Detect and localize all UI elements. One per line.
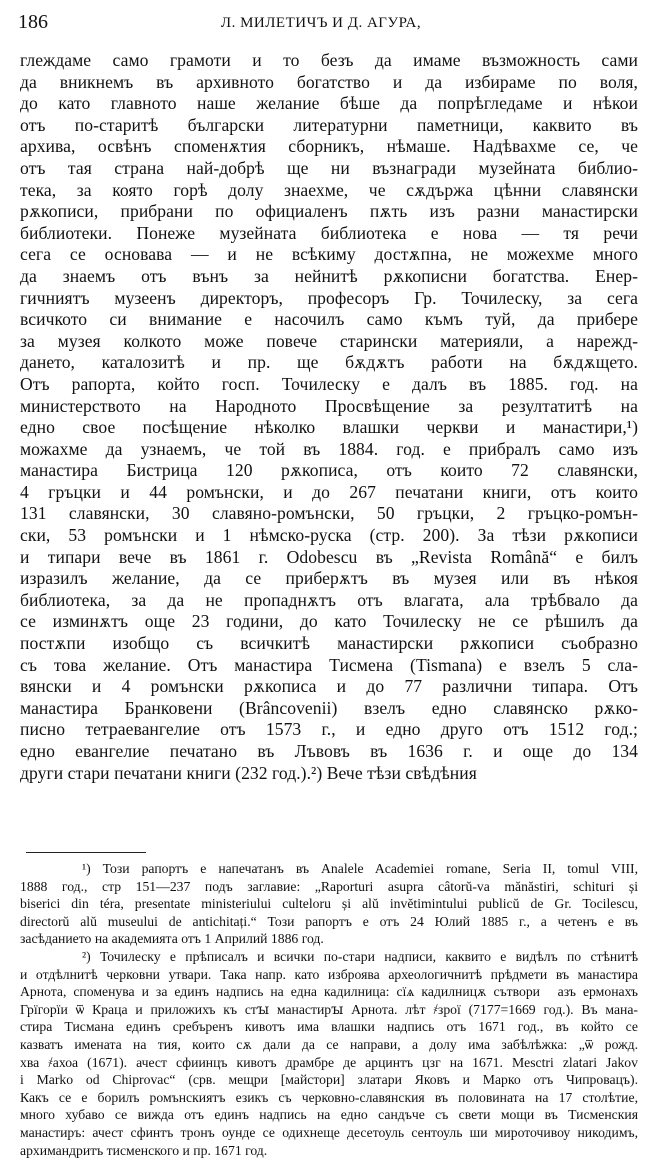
text-line: библиотеки. Понеже музейната библиотека е нова — тя речи: [20, 223, 638, 245]
page-number: 186: [18, 10, 48, 34]
text-line: гичниятъ музеенъ директоръ, професоръ Гр. Точилеску, за сега: [20, 288, 638, 310]
footnote-line: biserici din téra, presentate ministeriului culteloru și alŭ invĕtimintului publicŭ de Gr. Tocilescu,: [20, 895, 638, 913]
text-line: да знаемъ отъ вънъ за нейнитѣ рѫкописни богатства. Енер-: [20, 266, 638, 288]
text-line: за музея колкото може повече старински материяли, а нарежд-: [20, 331, 638, 353]
text-line: да вникнемъ въ архивното богатство и да избираме по воля,: [20, 72, 638, 94]
running-head: Л. МИЛЕТИЧЪ И Д. АГУРА,: [14, 12, 628, 34]
page-header: [14, 10, 628, 36]
text-line: едно евангелие печатано въ Лъвовъ въ 1636 г. и още до 134: [20, 741, 638, 763]
text-line: библиотека, за да не пропаднѫтъ отъ влагата, ала трѣбвало да: [20, 590, 638, 612]
text-line: изразилъ желание, да се приберѫтъ въ музея или въ нѣкоя: [20, 568, 638, 590]
text-line: до като главното наше желание бѣше да попрѣгледаме и нѣкои: [20, 93, 638, 115]
text-line: сега се основава — и не всѣкиму достѫпна, не можехме много: [20, 244, 638, 266]
footnote-line: ¹) Този рапортъ е напечатанъ въ Analele Academiei romane, Seria II, tomul VIII,: [20, 860, 638, 878]
footnote-line: стира Тисмана единъ сребъренъ кивотъ има влашки надпись отъ 1671 год., въ който се: [20, 1018, 638, 1036]
text-line: отъ тая страна най-добрѣ ще ни възнагради музейната библио-: [20, 158, 638, 180]
text-line: писно тетраевангелие отъ 1573 г., и едно друго отъ 1512 год.;: [20, 719, 638, 741]
text-line: Отъ рапорта, който госп. Точилеску е далъ въ 1885. год. на: [20, 374, 638, 396]
text-line: ски, 53 ромънски и 1 нѣмско-руска (стр. 200). За тѣзи рѫкописи: [20, 525, 638, 547]
main-text: [20, 50, 638, 784]
footnote-line: 1888 год., стр 151—237 подъ заглавие: „Raporturi asupra câtorŭ-va mănăstiri, schituri și: [20, 878, 638, 896]
footnote-line: directorŭ alŭ museului de antichitați.“ Този рапортъ е отъ 24 Юлий 1885 г., а четенъ е въ: [20, 913, 638, 931]
text-line: други стари печатани книги (232 год.).²) Вече тѣзи свѣдѣния: [20, 763, 638, 785]
footnote-divider: [26, 852, 146, 853]
text-line: глеждаме само грамоти и то безъ да имаме възможность сами: [20, 50, 638, 72]
footnotes: [20, 860, 638, 1159]
text-line: отъ по-старитѣ български литературни паметници, каквито въ: [20, 115, 638, 137]
footnote-line: и отдѣлнитѣ черковни утвари. Така напр. като изброява археологичнитѣ прѣдмети въ манастира: [20, 966, 638, 984]
footnote-line: хва ҂ахоа (1671). ачест сфиинцъ кивотъ драмбре де арцинтъ цзг на 1671. Mesctri zlatari Jakov: [20, 1054, 638, 1072]
text-line: можахме да узнаемъ, че той въ 1884. год. е прибралъ само изъ: [20, 439, 638, 461]
text-line: тека, за която горѣ долу знаехме, че сѫдържа цѣнни славянски: [20, 180, 638, 202]
footnote-line: казватъ имената на тия, които сѫ дали да се направи, а долу има забѣлѣжка: „ѿ рожд.: [20, 1036, 638, 1054]
text-line: вянски и 4 ромънски рѫкописа и до 77 различни типара. Отъ: [20, 676, 638, 698]
footnote-line: архимандритъ тисменского и пр. 1671 год.: [20, 1142, 638, 1159]
text-line: едно свое посѣщение нѣколко влашки черкви и манастири,¹): [20, 417, 638, 439]
footnote-line: ²) Точилеску е прѣписалъ и всички по-стари надписи, каквито е видѣлъ по стѣнитѣ: [20, 948, 638, 966]
text-line: постѫпи изобщо съ всичкитѣ манастирски рѫкописи съобразно: [20, 633, 638, 655]
text-line: и типари вече въ 1861 г. Odobescu въ „Revista Română“ е билъ: [20, 547, 638, 569]
text-line: се изминѫтъ още 23 години, до като Точилеску не се рѣшилъ да: [20, 611, 638, 633]
text-line: рѫкописи, прибрани по официаленъ пѫть изъ разни манастирски: [20, 201, 638, 223]
footnote-line: i Marko od Chiprovac“ (срв. мещри [майстори] златари Яковъ и Марко отъ Чипровацъ).: [20, 1071, 638, 1089]
text-line: дането, каталозитѣ и пр. ще бѫдѫтъ работи на бѫдѫщето.: [20, 352, 638, 374]
text-line: министерството на Народното Просвѣщение за резултатитѣ на: [20, 396, 638, 418]
footnote-line: Грїгорїи ѿ Краца и приложихъ къ стꙑ манастирꙑ Арнота. лѣт ҂зрої (7177=1669 год.). Въ мана-: [20, 1001, 638, 1019]
footnote-line: Арнота, споменува и за единъ надпись на една кадилница: сїѧ кадилницѫ сътвориⷯ азъ ермонахъ: [20, 983, 638, 1001]
footnote-line: много хубаво се вижда отъ единъ надпись на едно сандъче съ свети мощи въ Тисменския: [20, 1106, 638, 1124]
text-line: 4 гръцки и 44 ромънски, и до 267 печатани книги, отъ които: [20, 482, 638, 504]
text-line: всичкото си внимание е насочилъ само къмъ туй, да прибере: [20, 309, 638, 331]
footnote-line: манастиръ: ачест сфинтъ тронъ оунде се одихнеще десетоуль сентоуль ши мироточивоу никодимъ,: [20, 1124, 638, 1142]
footnote-line: засѣданието на академията отъ 1 Априлий 1886 год.: [20, 930, 638, 948]
footnote-line: Какъ се е борилъ ромънскиятъ езикъ съ черковно-славянския въ половината на 17 столѣтие,: [20, 1089, 638, 1107]
text-line: архива, освѣнъ споменѫтия сборникъ, нѣмаше. Надѣвахме се, че: [20, 136, 638, 158]
text-line: манастира Бранковени (Brâncovenii) взелъ едно славянско рѫко-: [20, 698, 638, 720]
text-line: съ това желание. Отъ манастира Тисмена (Tismana) е взелъ 5 сла-: [20, 655, 638, 677]
text-line: 131 славянски, 30 славяно-ромънски, 50 гръцки, 2 гръцко-ромън-: [20, 503, 638, 525]
text-line: манастира Бистрица 120 рѫкописа, отъ които 72 славянски,: [20, 460, 638, 482]
